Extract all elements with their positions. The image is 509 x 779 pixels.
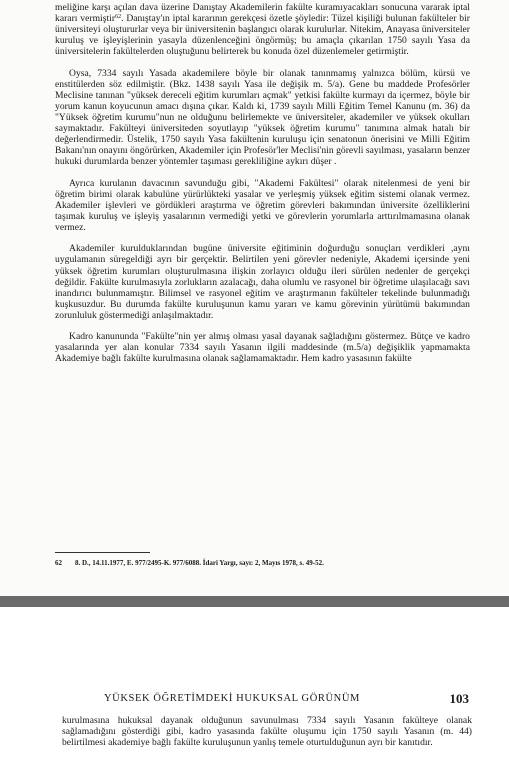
paragraph-4: Kadro kanununda "Fakülte"nin yer almış olması yasal dayanak sağladığını göstermez. Bütçe ve kadro yasalarında yer alan konular 7334 sayılı Yasanın ilgili maddesinde (m.5/a) değişiklik yapmamakta Akademiye bağlı fakülte kurulmasına olanak sağlamamaktadır. Hem kadro yasasının fakülte bbox=[55, 331, 470, 365]
upper-page-body bbox=[55, 2, 470, 364]
footnote-ref-62[interactable]: 62 bbox=[115, 14, 122, 21]
page-number: 103 bbox=[449, 691, 469, 706]
footnote-62 bbox=[55, 559, 470, 568]
lower-paragraph: kurulmasına hukuksal dayanak olduğunun savunulması 7334 sayılı Yasanın fakülteye olanak sağlamadığını gösterdiği gibi, kadro yasasında fakülte oluşumu için 1750 sayılı Yasanın (m. 44) belirtilmesi akademiye bağlı fakülte kuruluşunun yanlış temele oturtulduğunun ayrı bir kanıtıdır. bbox=[62, 715, 472, 749]
paragraph-0-text-b: . Danıştay'ın iptal kararının gerekçesi özetle şöyledir: Tüzel kişiliği bulunan fakülteler bir üniversiteyi oluştururlar veya bir üniversitenin başlangıcı olarak kurulurlar. Nitekim, Anayasa üniversiteler kuruluş ve işleyişlerinin yasayla düzenlenceğini öngörmüş; bu amaçla çıkarılan 1750 sayılı Yasa da üniversitelerin fakültelerden oluştuğunu belirterek bu konuda özel düzenlemeler getirmiştir. bbox=[55, 13, 470, 58]
lower-page bbox=[0, 607, 509, 779]
footnote-number: 62 bbox=[55, 559, 62, 567]
running-title: YÜKSEK ÖĞRETİMDEKİ HUKUKSAL GÖRÜNÜM bbox=[104, 693, 360, 704]
paragraph-0-text-a: meliğine karşı açılan dava üzerine Danıştay Akademilerin fakülte kuramıyacakları sonucuna vararak iptal kararı vermiştir bbox=[55, 2, 470, 25]
footnote-text: 8. D., 14.11.1977, E. 977/2495-K. 977/6088. İdari Yargı, sayı: 2, Mayıs 1978, s. 49-52. bbox=[75, 559, 324, 567]
paragraph-3: Akademiler kuruldukları​ndan bugüne üniversite eğitiminin doğurduğu sonuçları verdikleri ,aynı uygulamanın süregeldiği ayrı bir gerçektir. Belirtilen yeni görevler nedeniyle, Akademi içersinde yeni yüksek öğretim kurumları oluşturulmasına ilişkin zorlayıcı olduğu ileri sürülen nedenler de gerçekçi değildir. Fakülte kurulmasıyla zorlukların azalacağı, daha olumlu ve rasyonel bir öğretime ulaşılacağı savı inandırıcı bulunmamıştır. Bilimsel ve rasyonel eğitim ve araştırmanın fakülteler tekelinde bulunmadığı kuşkusuzdur. Bu durumda fakülte kuruluşunun kamu yararı ve kamu görevinin yürütümü bakımından zorunluluk göstermediği anlaşılmaktadır. bbox=[55, 243, 470, 321]
paragraph-0 bbox=[55, 2, 470, 57]
running-header bbox=[104, 691, 469, 707]
page-separator-band bbox=[0, 596, 509, 607]
paragraph-1: Oysa, 7334 sayılı Yasada akademilere böyle bir olanak tanınmamış yalnızca bölüm, kürsü ve enstitülerden söz edilmiştir. (Bkz. 1438 sayılı Yasa ile değişik m. 5/a). Gene bu maddede Profesörler Meclisine tanınan "yüksek dereceli eğitim kurumları açmak" yetkisi fakülte kurmayı da içermez, böyle bir yorum kanun koyucunun amacı dışına çıkar. Kaldı ki, 1739 sayılı Milli Eğitim Temel Kanunu (m. 36) da "Yüksek öğretim kurumu"nun ne olduğunu belirlemekte ve üniversiteler, akademiler ve yüksek okulları saymaktadır. Fakülteyi üniversiteden soyutlayıp "yüksek öğretim kurumu" tanımına almak hatalı bir değerlendirmedir. Üstelik, 1750 sayılı Yasa fakültenin kuruluşu için senatonun önerisini ve Milli Eğitim Bakanı'nın onayını öngörürken, Akademiler için Profesör'ler Meclisi'nin görevli sayılması, yasaların benzer hukuki durumlarda benzer yöntemler taşıması gerekliliğine aykırı düşer . bbox=[55, 67, 470, 168]
footnote-divider bbox=[55, 552, 150, 553]
paragraph-2: Ayrıca kurulanın davacının savunduğu gibi, "Akademi Fakültesi" olarak nitelenmesi de yeni bir öğretim birimi olarak kabulüne yürürlükteki yasalar ve yerleşmiş yüksek eğitim sistemi olanak vermez. Akademiler işlevleri ve gördükleri araştırma ve öğretim görevleri bakımından üniversite özelliklerini taşımak kuruluş ve işleyiş yasalarının vermediği yetki ve görevlerin yorumlarla arttırılmamasına olanak vermez. bbox=[55, 177, 470, 234]
lower-page-body bbox=[62, 715, 472, 748]
